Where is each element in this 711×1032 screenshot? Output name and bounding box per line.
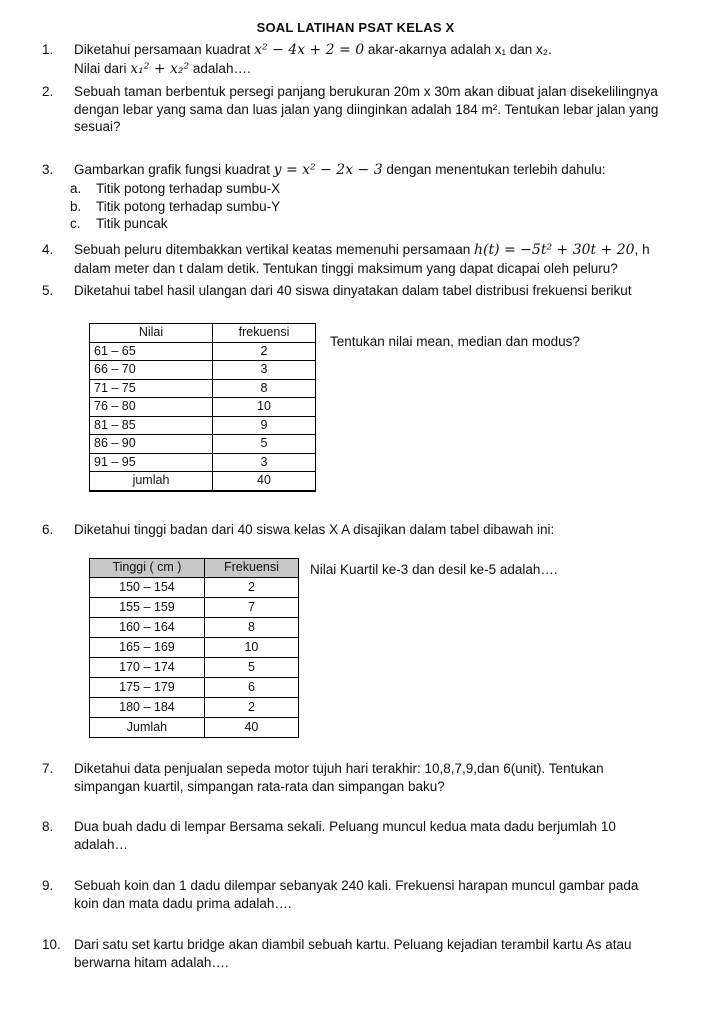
question-text: Diketahui tinggi badan dari 40 siswa kelas X A disajikan dalam tabel dibawah ini:	[74, 522, 555, 537]
table-row: 160 – 164 8	[90, 617, 299, 637]
question-line: koin dan mata dadu prima adalah….	[74, 895, 292, 911]
equation: h(t) = −5t² + 30t + 20	[473, 242, 635, 258]
question-line: Dari satu set kartu bridge akan diambil sebuah kartu. Peluang kejadian terambil kartu As atau	[74, 937, 632, 952]
question-6-prompt: Nilai Kuartil ke-3 dan desil ke-5 adalah….	[310, 562, 558, 577]
question-number: 10.	[42, 937, 61, 952]
question-5-prompt: Tentukan nilai mean, median dan modus?	[330, 334, 580, 349]
question-number: 9.	[42, 878, 54, 893]
table-header: Tinggi ( cm )	[90, 559, 205, 578]
question-text: Sebuah peluru ditembakkan vertikal keatas memenuhi persamaan	[74, 242, 474, 257]
question-line: Sebuah koin dan 1 dadu dilempar sebanyak 240 kali. Frekuensi harapan muncul gambar pada	[74, 878, 639, 893]
question-line: Dua buah dadu di lempar Bersama sekali. Peluang muncul kedua mata dadu berjumlah 10	[74, 819, 616, 834]
question-number: 7.	[42, 761, 54, 776]
question-number: 8.	[42, 819, 54, 834]
table-row: 61 – 65 2	[90, 342, 316, 361]
question-number: 1.	[42, 42, 54, 57]
table-row: 165 – 169 10	[90, 637, 299, 657]
table-total-row: jumlah 40	[90, 472, 316, 491]
question-line: Diketahui data penjualan sepeda motor tujuh hari terakhir: 10,8,7,9,dan 6(unit). Tentukan	[74, 761, 604, 776]
expression: x₁² + x₂²	[130, 60, 190, 77]
table-row: 71 – 75 8	[90, 379, 316, 398]
question-line: sesuai?	[74, 119, 121, 134]
question-line: simpangan kuartil, simpangan rata-rata dan simpangan baku?	[74, 778, 445, 794]
list-item: a. Titik potong terhadap sumbu-X	[70, 181, 281, 196]
question-text: , h	[634, 242, 650, 257]
question-text: Gambarkan grafik fungsi kuadrat	[74, 162, 274, 177]
table-row: 76 – 80 10	[90, 398, 316, 417]
question-line: adalah…	[74, 836, 129, 852]
equation: x² − 4x + 2 = 0	[254, 42, 365, 58]
question-text: Nilai dari	[74, 60, 131, 76]
question-text: dengan menentukan terlebih dahulu:	[382, 162, 606, 177]
table-header: Nilai	[90, 324, 213, 343]
table-row: 175 – 179 6	[90, 677, 299, 697]
table-row: 170 – 174 5	[90, 657, 299, 677]
page-title: SOAL LATIHAN PSAT KELAS X	[256, 20, 455, 35]
list-item: b. Titik potong terhadap sumbu-Y	[70, 198, 281, 214]
list-item: c. Titik puncak	[70, 216, 168, 231]
question-line: berwarna hitam adalah….	[74, 954, 229, 970]
question-line: Sebuah taman berbentuk persegi panjang berukuran 20m x 30m akan dibuat jalan disekelilingnya	[74, 84, 658, 99]
table-row: 180 – 184 2	[90, 697, 299, 717]
table-row: 155 – 159 7	[90, 597, 299, 617]
table-row: 150 – 154 2	[90, 577, 299, 597]
table-row: 66 – 70 3	[90, 361, 316, 380]
question-text: akar-akarnya adalah x₁ dan x₂.	[364, 42, 552, 57]
question-number: 3.	[42, 162, 54, 177]
table-header: frekuensi	[213, 324, 316, 343]
question-line: dengan lebar yang sama dan luas jalan yang diinginkan adalah 184 m². Tentukan lebar jalan yang	[74, 101, 659, 117]
question-line: dalam meter dan t dalam detik. Tentukan tinggi maksimum yang dapat dicapai oleh peluru?	[74, 260, 618, 276]
score-frequency-table	[89, 323, 316, 492]
question-text: Diketahui tabel hasil ulangan dari 40 siswa dinyatakan dalam tabel distribusi frekuensi berikut	[74, 283, 632, 298]
equation: y = x² − 2x − 3	[273, 162, 383, 178]
table-row: 91 – 95 3	[90, 453, 316, 472]
question-text: Diketahui persamaan kuadrat	[74, 42, 255, 57]
question-number: 5.	[42, 283, 54, 298]
table-row: 81 – 85 9	[90, 416, 316, 435]
question-number: 4.	[42, 242, 54, 257]
question-text: adalah….	[189, 60, 251, 76]
table-header: Frekuensi	[204, 559, 298, 578]
height-frequency-table	[89, 558, 299, 738]
table-row: 86 – 90 5	[90, 435, 316, 454]
table-total-row: Jumlah 40	[90, 717, 299, 737]
question-number: 6.	[42, 522, 54, 537]
question-number: 2.	[42, 84, 54, 99]
